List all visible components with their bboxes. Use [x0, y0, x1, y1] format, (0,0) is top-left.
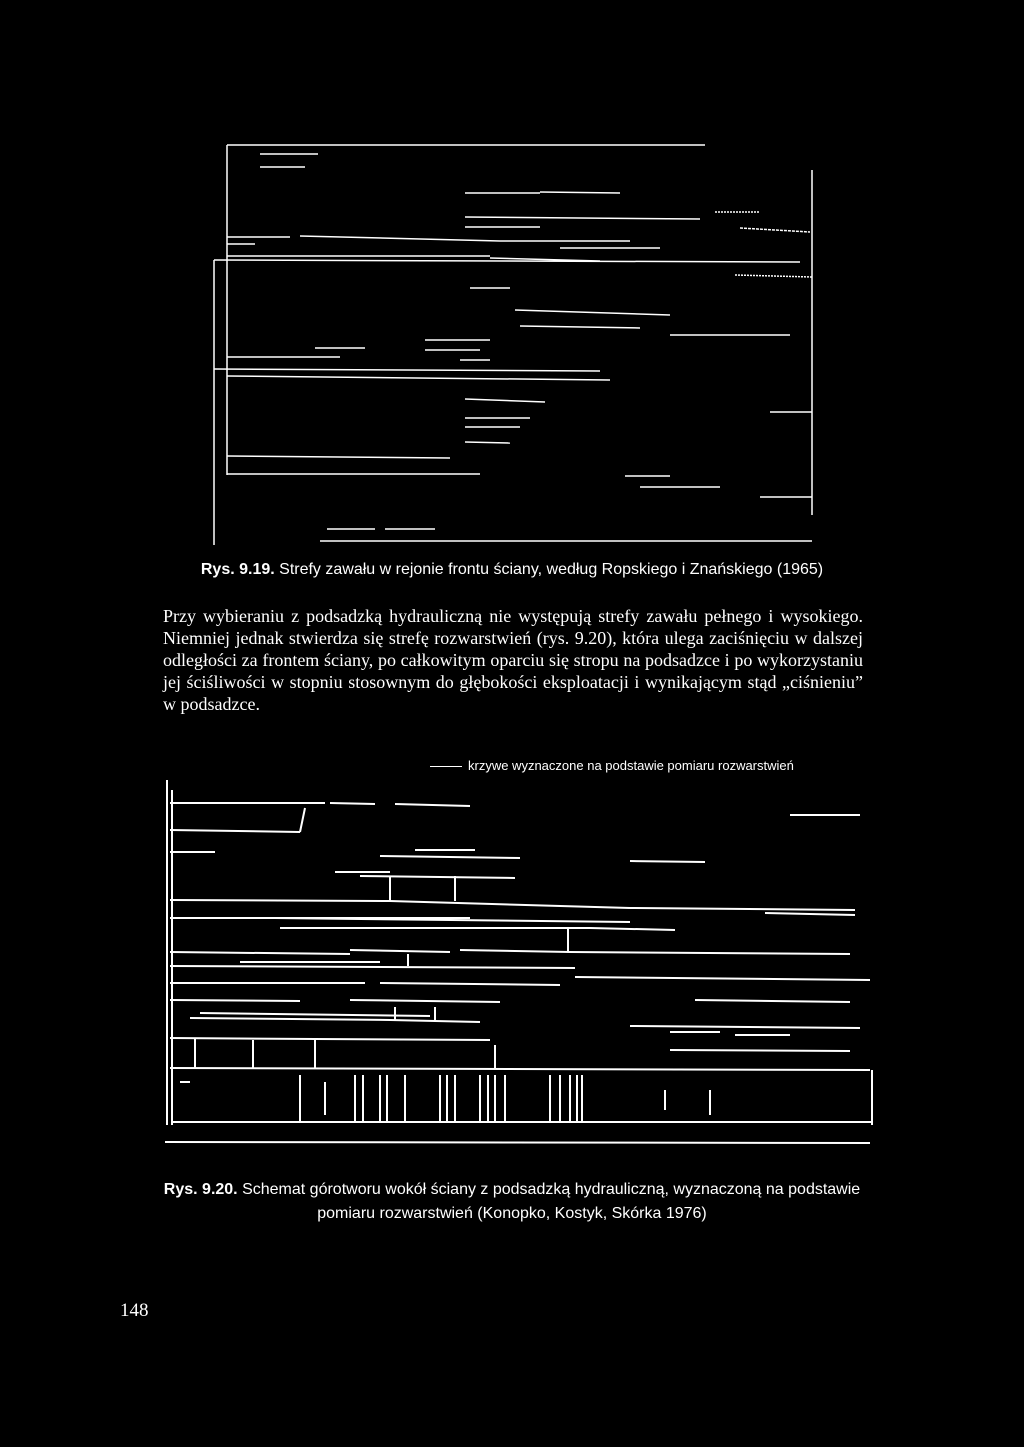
figure-9-19-number: Rys. 9.19. — [200, 561, 275, 578]
body-paragraph-text: Przy wybieraniu z podsadzką hydrauliczną nie występują strefy zawału pełnego i wysokiego. Niemniej jednak stwierdza się strefę rozwarstwień (rys. 9.20), która ulega zaciśnięciu w dalszej odległości za frontem ściany, po całkowitym oparciu się stropu na podsadzce i po wykorzystaniu jej ściśliwości w stopniu stosownym do głębokości eksploatacji i wynikającym stąd „ciśnieniu” w podsadzce. — [163, 606, 863, 714]
figure-9-20-diagram — [150, 770, 880, 1150]
legend-text: krzywe wyznaczone na podstawie pomiaru rozwarstwień — [468, 758, 794, 773]
body-paragraph — [163, 605, 863, 715]
figure-9-19-diagram — [200, 140, 830, 550]
figure-9-20-number: Rys. 9.20. — [163, 1181, 238, 1198]
figure-9-19-caption — [0, 558, 1024, 582]
figure-9-20-caption-text-1: Schemat górotworu wokół ściany z podsadzką hydrauliczną, wyznaczoną na podstawie — [242, 1181, 861, 1198]
figure-9-20-caption-line1 — [0, 1178, 1024, 1202]
figure-9-19-caption-text: Strefy zawału w rejonie frontu ściany, według Ropskiego i Znańskiego (1965) — [279, 561, 824, 578]
page-number: 148 — [120, 1300, 149, 1321]
figure-9-20-caption — [0, 1178, 1024, 1226]
figure-9-20-caption-line2: pomiaru rozwarstwień (Konopko, Kostyk, Skórka 1976) — [317, 1205, 707, 1222]
legend-line-sample — [430, 766, 462, 767]
